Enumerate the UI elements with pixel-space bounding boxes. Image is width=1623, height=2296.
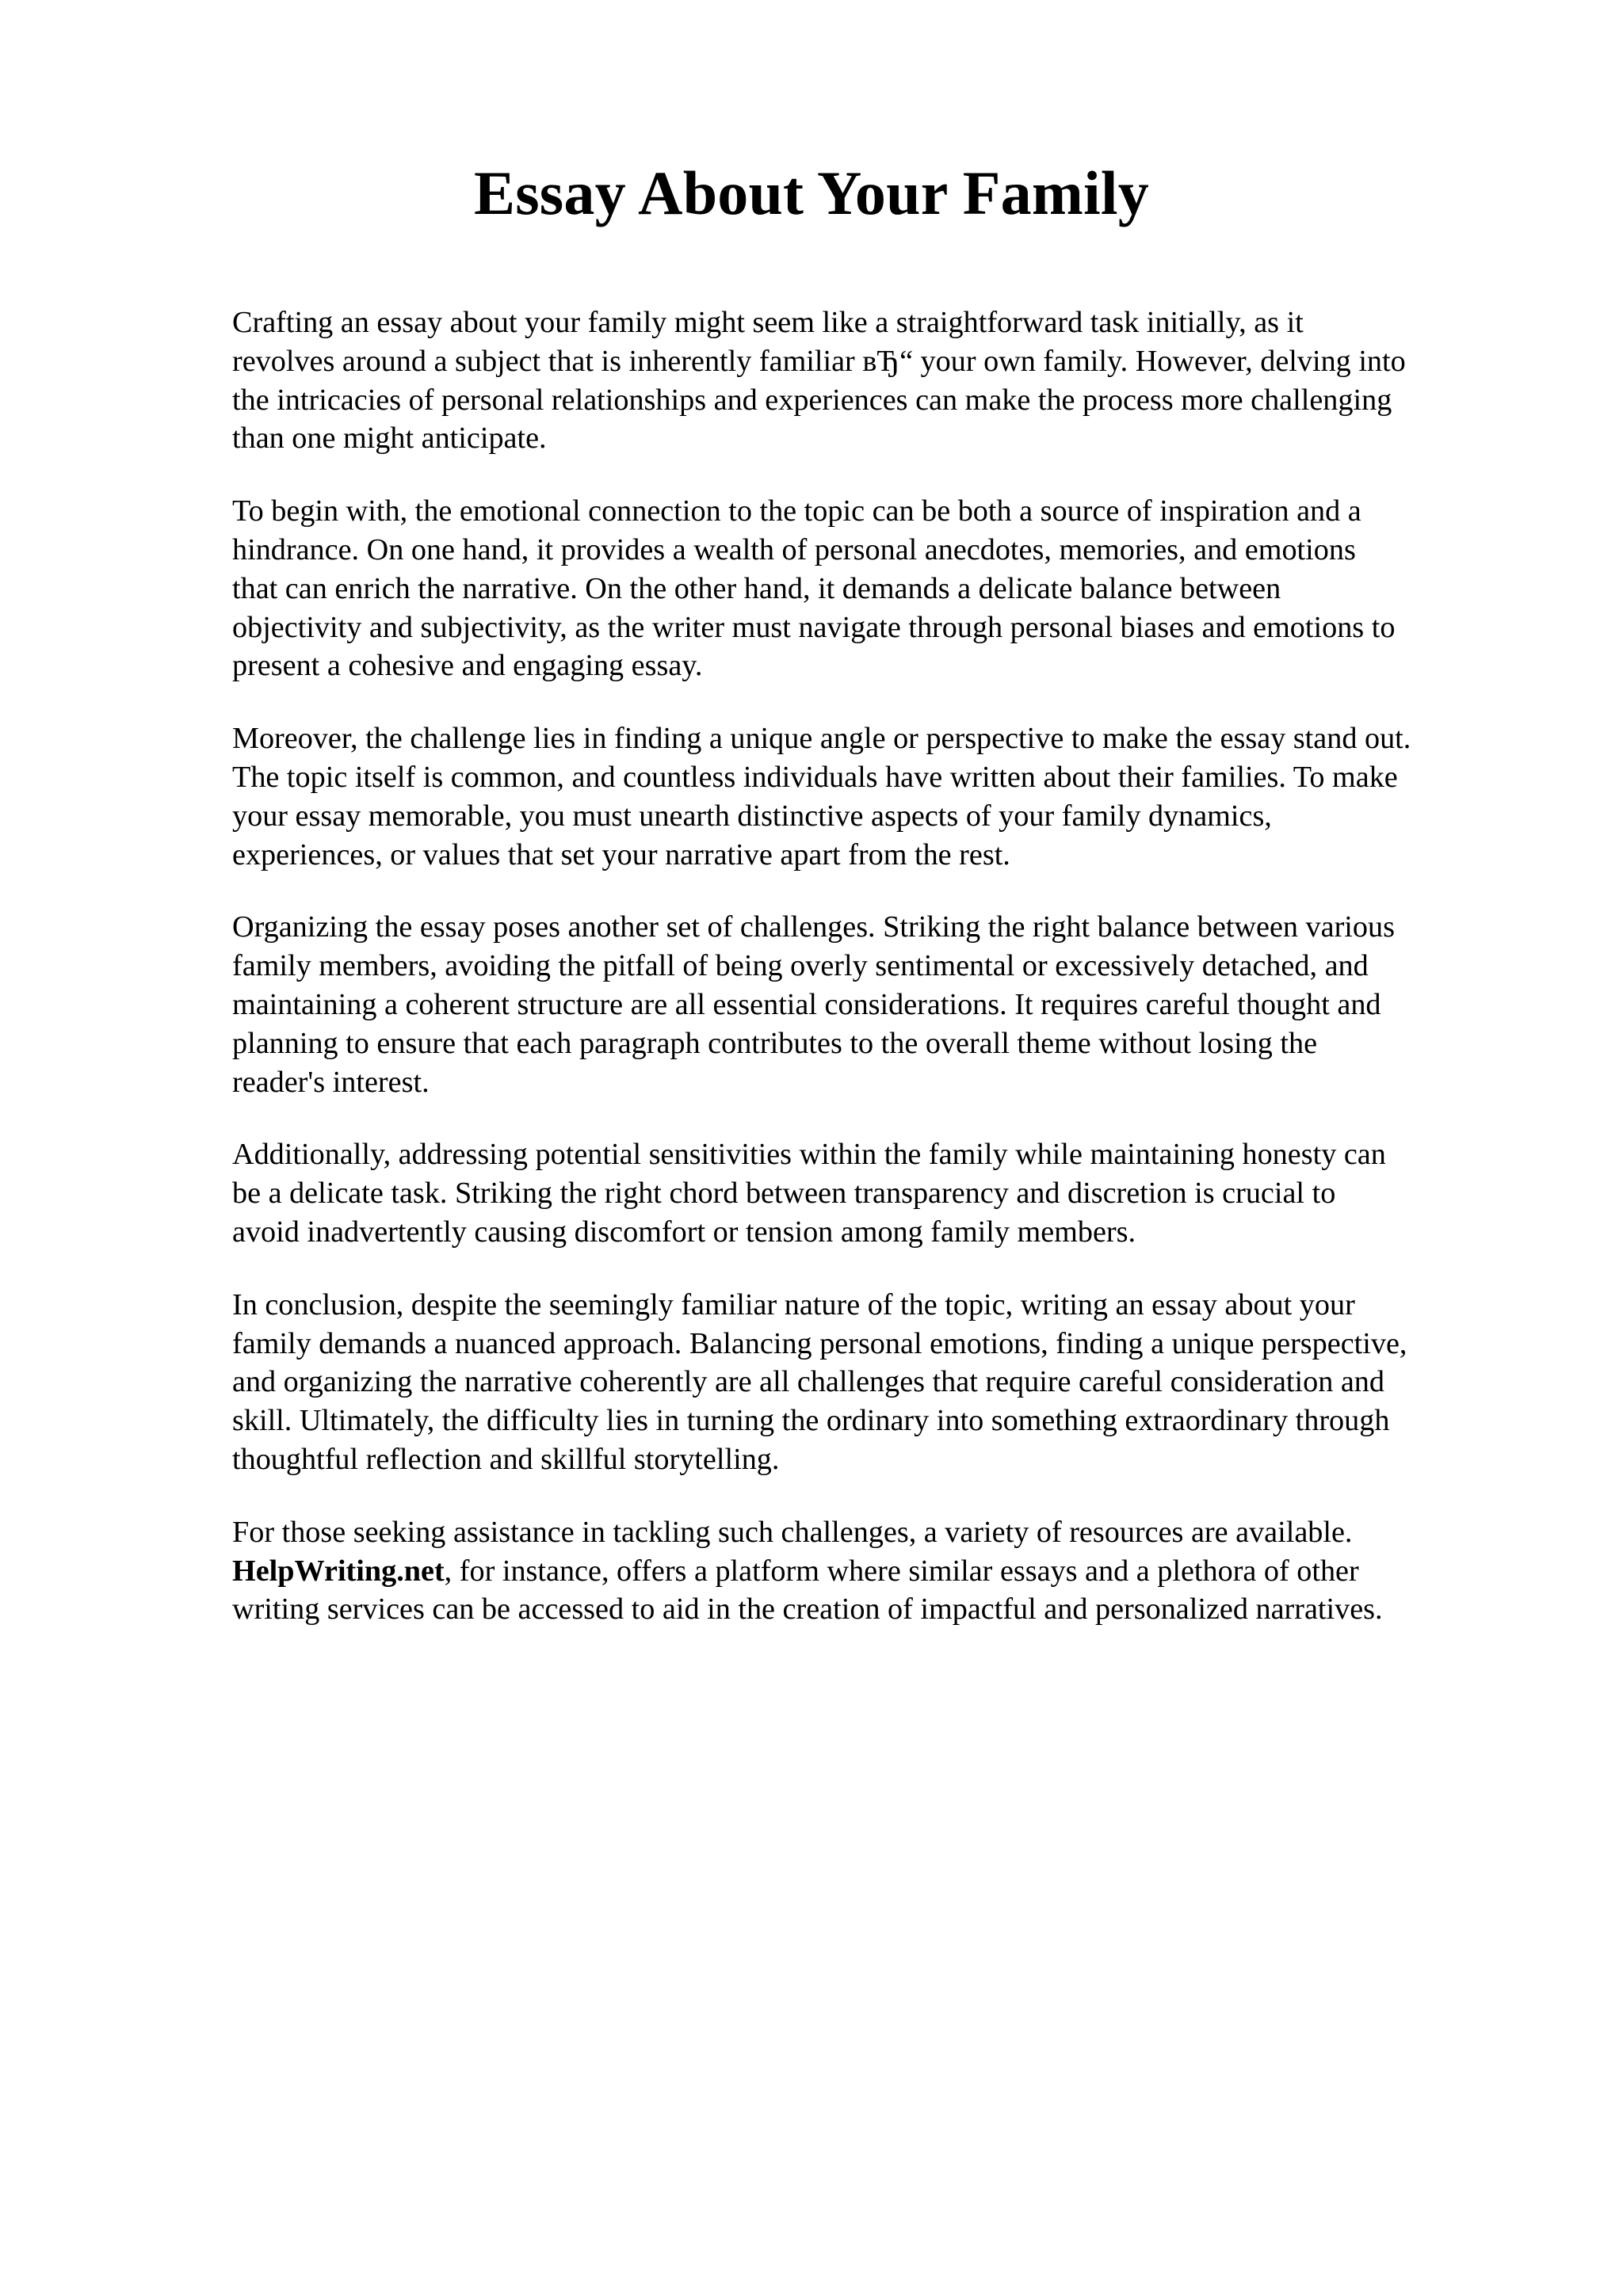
paragraph-line: family demands a nuanced approach. Balancing personal emotions, finding a unique perspective, (232, 1326, 1407, 1360)
paragraph-line: Additionally, addressing potential sensitivities within the family while maintaining honesty can (232, 1138, 1386, 1172)
helpwriting-link[interactable]: HelpWriting.net (232, 1554, 445, 1588)
paragraph-line: To begin with, the emotional connection to the topic can be both a source of inspiration and a (232, 494, 1361, 528)
paragraph-5 (232, 1135, 1532, 1251)
paragraph-line: The topic itself is common, and countless individuals have written about their families. To make (232, 760, 1398, 794)
paragraph-line: revolves around a subject that is inherently familiar вЂ“ your own family. However, delving into (232, 344, 1406, 378)
paragraph-line: maintaining a coherent structure are all essential considerations. It requires careful thought and (232, 987, 1381, 1021)
paragraph-line-rest: , for instance, offers a platform where similar essays and a plethora of other (444, 1554, 1359, 1588)
paragraph-line: experiences, or values that set your narrative apart from the rest. (232, 837, 1010, 871)
paragraph-line-with-link (232, 1552, 1532, 1591)
paragraph-2 (232, 492, 1532, 685)
paragraph-4 (232, 908, 1532, 1101)
paragraph-1 (232, 303, 1532, 458)
paragraph-line: Crafting an essay about your family might seem like a straightforward task initially, as it (232, 306, 1304, 339)
paragraph-line: than one might anticipate. (232, 421, 547, 456)
paragraph-line: your essay memorable, you must unearth distinctive aspects of your family dynamics, (232, 799, 1272, 833)
paragraph-line: Moreover, the challenge lies in finding a unique angle or perspective to make the essay stand out. (232, 722, 1411, 756)
paragraph-7 (232, 1513, 1532, 1629)
paragraph-line: objectivity and subjectivity, as the writer must navigate through personal biases and emotions to (232, 610, 1396, 644)
paragraph-line: writing services can be accessed to aid in the creation of impactful and personalized narratives. (232, 1592, 1383, 1627)
document-title: Essay About Your Family (474, 158, 1149, 227)
paragraph-line: For those seeking assistance in tackling such challenges, a variety of resources are available. (232, 1515, 1353, 1549)
paragraph-line: planning to ensure that each paragraph contributes to the overall theme without losing the (232, 1026, 1318, 1060)
paragraph-line: be a delicate task. Striking the right chord between transparency and discretion is crucial to (232, 1177, 1336, 1211)
paragraph-line: Organizing the essay poses another set of challenges. Striking the right balance between various (232, 910, 1395, 944)
paragraph-line: and organizing the narrative coherently are all challenges that require careful consideration and (232, 1365, 1384, 1399)
paragraph-line: the intricacies of personal relationships and experiences can make the process more challenging (232, 383, 1392, 417)
paragraph-3 (232, 719, 1532, 874)
paragraph-line: avoid inadvertently causing discomfort or tension among family members. (232, 1215, 1136, 1249)
paragraph-line: that can enrich the narrative. On the other hand, it demands a delicate balance between (232, 571, 1281, 605)
paragraph-line: present a cohesive and engaging essay. (232, 649, 703, 683)
paragraph-line: family members, avoiding the pitfall of being overly sentimental or excessively detached, and (232, 949, 1369, 983)
paragraph-6 (232, 1286, 1532, 1479)
paragraph-line: reader's interest. (232, 1065, 430, 1099)
document-body (232, 303, 1532, 1663)
paragraph-line: skill. Ultimately, the difficulty lies in turning the ordinary into something extraordinary through (232, 1404, 1390, 1438)
paragraph-line: In conclusion, despite the seemingly familiar nature of the topic, writing an essay about your (232, 1287, 1355, 1322)
paragraph-line: thoughtful reflection and skillful storytelling. (232, 1442, 780, 1476)
paragraph-line: hindrance. On one hand, it provides a wealth of personal anecdotes, memories, and emotions (232, 532, 1356, 566)
